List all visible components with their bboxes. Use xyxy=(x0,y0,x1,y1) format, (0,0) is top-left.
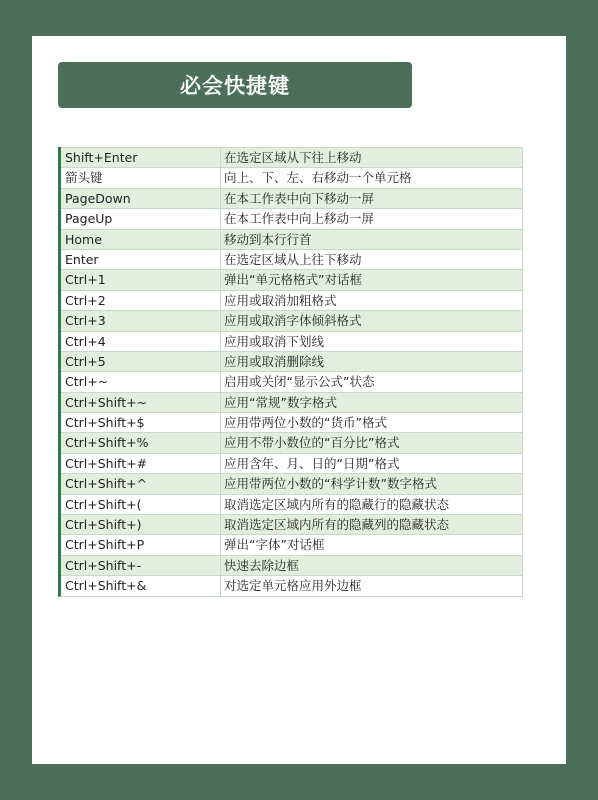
shortcut-description-cell: 弹出“字体”对话框 xyxy=(224,537,325,553)
shortcut-key-cell: 箭头键 xyxy=(61,168,221,187)
shortcut-key-cell: Home xyxy=(61,230,221,249)
table-row xyxy=(61,534,523,554)
shortcut-description-cell: 应用“常规”数字格式 xyxy=(224,394,337,410)
table-row xyxy=(61,514,523,534)
shortcut-key-cell: Ctrl+3 xyxy=(61,311,221,330)
shortcut-key-cell: Ctrl+Shift+^ xyxy=(61,474,221,493)
shortcut-key-cell: Ctrl+5 xyxy=(61,352,221,371)
table-row xyxy=(61,290,523,310)
shortcut-description-cell: 应用或取消下划线 xyxy=(224,333,325,349)
table-row xyxy=(61,351,523,371)
shortcut-description-cell: 向上、下、左、右移动一个单元格 xyxy=(224,170,412,186)
shortcut-description-cell: 在本工作表中向下移动一屏 xyxy=(224,190,375,206)
shortcut-key-cell: Ctrl+Shift+# xyxy=(61,454,221,473)
shortcut-description-cell: 取消选定区域内所有的隐藏列的隐藏状态 xyxy=(224,517,450,533)
shortcut-description-cell: 对选定单元格应用外边框 xyxy=(224,578,362,594)
shortcut-key-cell: PageDown xyxy=(61,189,221,208)
table-row xyxy=(61,249,523,269)
shortcut-description-cell: 启用或关闭“显示公式”状态 xyxy=(224,374,375,390)
shortcut-key-cell: Ctrl+Shift+( xyxy=(61,495,221,514)
shortcut-description-cell: 应用或取消删除线 xyxy=(224,353,325,369)
shortcut-description-cell: 应用带两位小数的“科学计数”数字格式 xyxy=(224,476,437,492)
shortcut-key-cell: Ctrl+4 xyxy=(61,332,221,351)
shortcut-description-cell: 应用含年、月、日的“日期”格式 xyxy=(224,455,400,471)
shortcut-description-cell: 弹出“单元格格式”对话框 xyxy=(224,272,362,288)
shortcut-description-cell: 快速去除边框 xyxy=(224,557,300,573)
page-title: 必会快捷键 xyxy=(180,74,290,98)
shortcut-description-cell: 移动到本行行首 xyxy=(224,231,312,247)
table-row xyxy=(61,269,523,289)
shortcut-key-cell: Enter xyxy=(61,250,221,269)
table-row xyxy=(61,310,523,330)
shortcut-key-cell: Shift+Enter xyxy=(61,148,221,167)
shortcut-key-cell: Ctrl+2 xyxy=(61,291,221,310)
shortcut-description-cell: 在选定区域从上往下移动 xyxy=(224,251,362,267)
shortcut-key-cell: Ctrl+Shift+$ xyxy=(61,413,221,432)
title-banner xyxy=(58,62,412,108)
shortcut-key-cell: Ctrl+Shift+) xyxy=(61,515,221,534)
table-row xyxy=(61,473,523,493)
table-row xyxy=(61,453,523,473)
shortcut-description-cell: 取消选定区域内所有的隐藏行的隐藏状态 xyxy=(224,496,450,512)
content-card xyxy=(32,36,566,764)
shortcut-key-cell: Ctrl+Shift+% xyxy=(61,433,221,452)
shortcut-description-cell: 在本工作表中向上移动一屏 xyxy=(224,211,375,227)
table-row xyxy=(61,575,523,595)
table-row xyxy=(61,331,523,351)
table-row xyxy=(61,392,523,412)
shortcut-key-cell: PageUp xyxy=(61,209,221,228)
table-row xyxy=(61,147,523,167)
shortcut-description-cell: 在选定区域从下往上移动 xyxy=(224,150,362,165)
table-row xyxy=(61,555,523,575)
table-row xyxy=(61,371,523,391)
table-row xyxy=(61,412,523,432)
shortcut-key-cell: Ctrl+~ xyxy=(61,372,221,391)
shortcut-table xyxy=(58,147,523,597)
shortcut-key-cell: Ctrl+Shift+P xyxy=(61,535,221,554)
table-row xyxy=(61,188,523,208)
shortcut-key-cell: Ctrl+1 xyxy=(61,270,221,289)
shortcut-key-cell: Ctrl+Shift+~ xyxy=(61,393,221,412)
shortcut-description-cell: 应用或取消加粗格式 xyxy=(224,292,337,308)
table-row xyxy=(61,432,523,452)
table-row xyxy=(61,208,523,228)
shortcut-description-cell: 应用不带小数位的“百分比”格式 xyxy=(224,435,400,451)
shortcut-description-cell: 应用或取消字体倾斜格式 xyxy=(224,313,362,329)
table-row xyxy=(61,494,523,514)
shortcut-description-cell: 应用带两位小数的“货币”格式 xyxy=(224,415,387,431)
shortcut-key-cell: Ctrl+Shift+& xyxy=(61,576,221,595)
table-row xyxy=(61,229,523,249)
shortcut-key-cell: Ctrl+Shift+- xyxy=(61,556,221,575)
table-row xyxy=(61,167,523,187)
